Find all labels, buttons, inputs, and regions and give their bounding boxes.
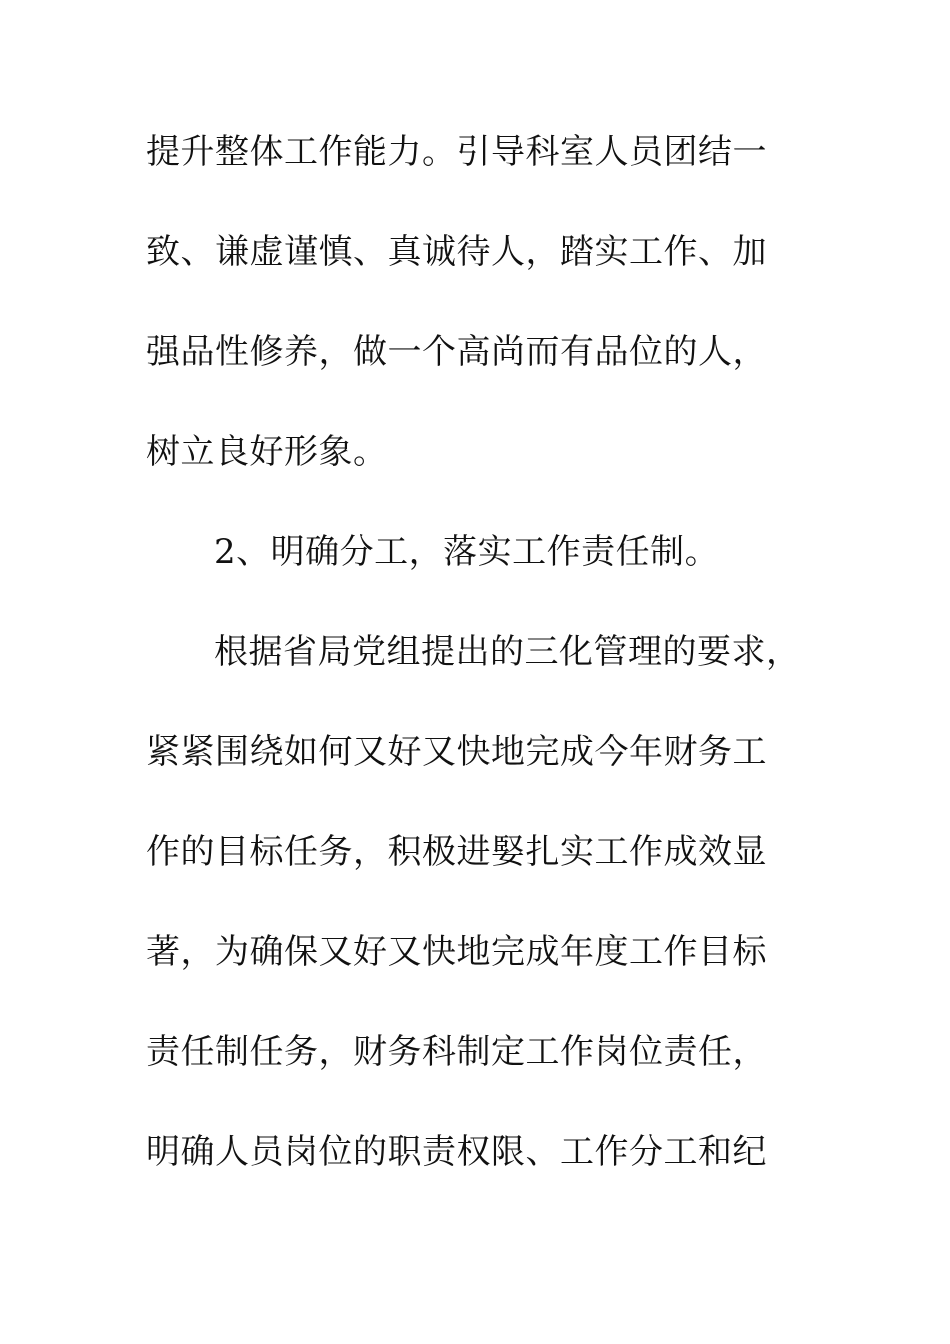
text-line-10: 责任制任务，财务科制定工作岗位责任， [146, 1032, 767, 1072]
text-line-2: 致、谦虚谨慎、真诚待人，踏实工作、加 [146, 232, 767, 272]
text-line-1: 提升整体工作能力。引导科室人员团结一 [146, 132, 767, 172]
text-line-7: 紧紧围绕如何又好又快地完成今年财务工 [146, 732, 767, 772]
text-line-4: 树立良好形象。 [146, 432, 388, 472]
text-line-8: 作的目标任务，积极进婜扎实工作成效显 [146, 832, 767, 872]
text-line-9: 著，为确保又好又快地完成年度工作目标 [146, 932, 767, 972]
section-heading: 2、明确分工，落实工作责任制。 [214, 532, 720, 572]
text-line-3: 强品性修养，做一个高尚而有品位的人， [146, 332, 767, 372]
paragraph-start-line: 根据省局党组提出的三化管理的要求， [214, 632, 801, 672]
text-line-11: 明确人员岗位的职责权限、工作分工和纪 [146, 1132, 767, 1172]
